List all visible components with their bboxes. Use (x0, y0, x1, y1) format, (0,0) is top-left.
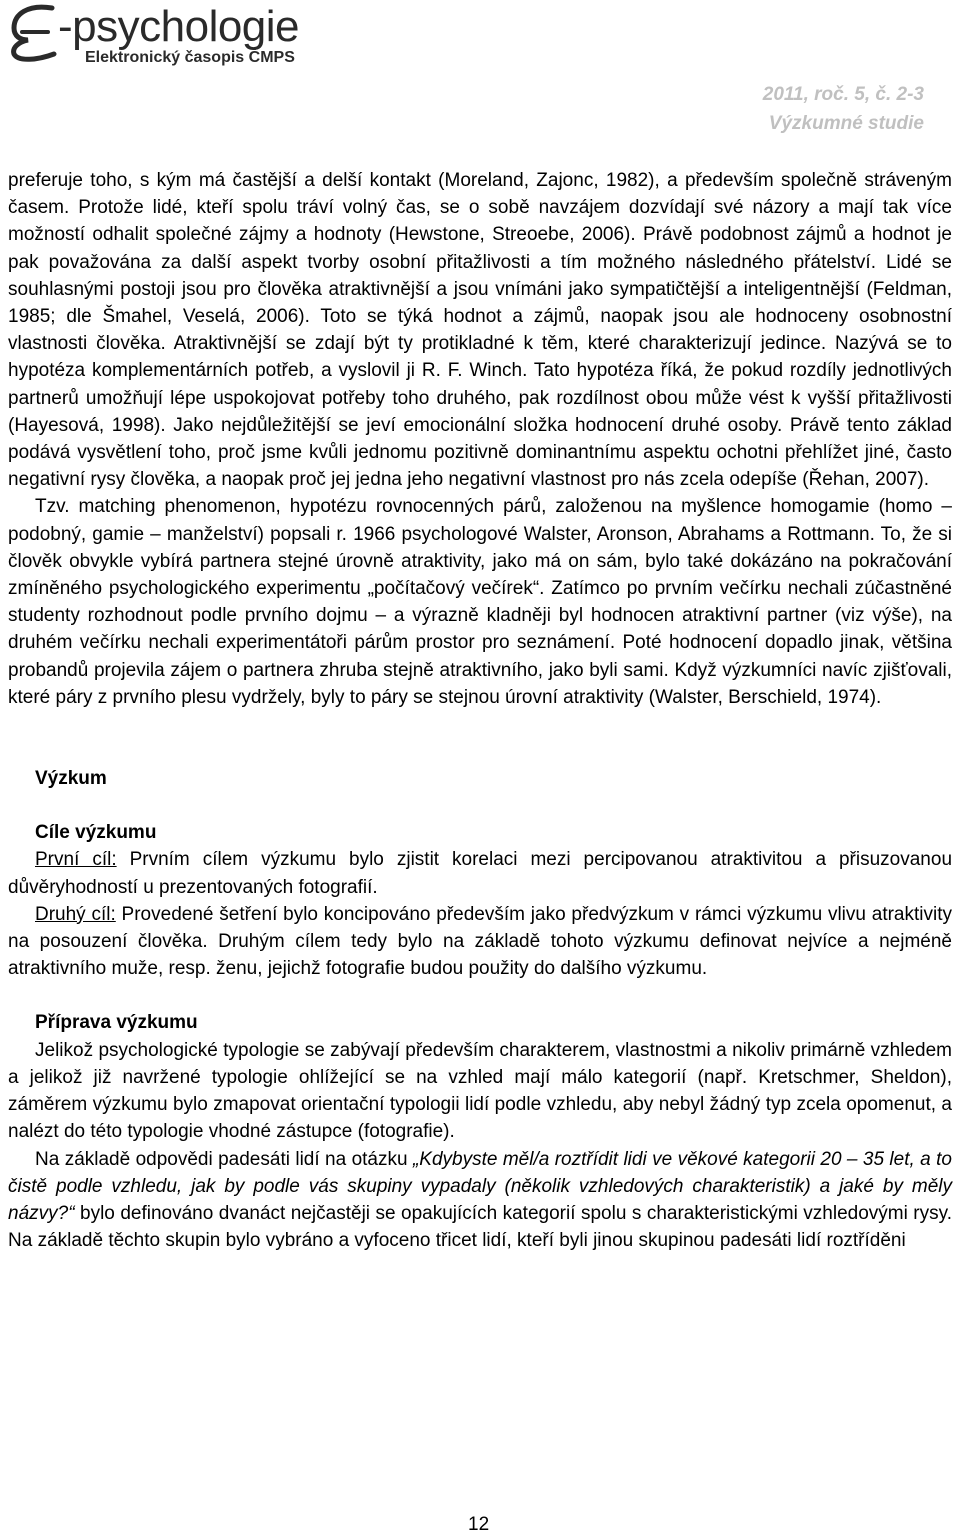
goal-second (8, 901, 952, 983)
section-name: Výzkumné studie (768, 113, 924, 134)
article-body (8, 167, 952, 1254)
issue-number: 2011, roč. 5, č. 2-3 (762, 84, 924, 105)
section-heading-vyzkum: Výzkum (35, 768, 107, 790)
subsection-heading-priprava: Příprava výzkumu (35, 1012, 198, 1034)
goal-second-label: Druhý cíl: (35, 903, 116, 925)
goal-first-label: První cíl: (35, 849, 117, 871)
paragraph (8, 1146, 952, 1255)
goal-first (8, 846, 952, 900)
paragraph: Jelikož psychologické typologie se zabývají především charakterem, vlastnostmi a nikoliv primárně vzhledem a jelikož již navržené typologie ohlížející se na vzhled mají málo kategorií (např. Kretschmer, Sheldon), záměrem výzkumu bylo zmapovat orientační typologii lidí podle vzhledu, aby nebyl žádný typ zcela opomenut, a nalézt do této typologie vhodné zástupce (fotografie). (8, 1039, 952, 1143)
logo-subtitle: Elektronický časopis ČMPS (85, 49, 295, 66)
issue-info (763, 80, 924, 138)
paragraph-text: Na základě odpovědi padesáti lidí na otázku (35, 1148, 413, 1170)
page-number: 12 (468, 1514, 490, 1535)
paragraph: Tzv. matching phenomenon, hypotézu rovnocenných párů, založenou na myšlence homogamie (homo – podobný, gamie – manželství) popsali r. 1966 psychologové Walster, Aronson, Abrahams a Rottmann. To, že si člověk obvykle vybírá partnera stejné úrovně atraktivity, jako má on sám, bylo také dokázáno na pokračování zmíněného psychologického experimentu „počítačový večírek“. Zatímco po prvním večírku nechali zúčastněné studenty rozhodnout podle prvního dojmu – a výrazně kladněji byl hodnocen atraktivní partner (viz výše), na druhém večírku nechali experimentátoři párům prostor pro seznámení. Poté hodnocení dopadlo jinak, většina probandů projevila zájem o partnera zhruba stejně atraktivního, jako byli sami. Když výzkumníci navíc zjišťovali, které páry z prvního plesu vydržely, byly to páry se stejnou úrovní atraktivity (Walster, Berschield, 1974). (8, 496, 952, 708)
journal-logo (8, 2, 348, 74)
goal-second-text: Provedené šetření bylo koncipováno především jako předvýzkum v rámci výzkumu vlivu atraktivity na posouzení člověka. Druhým cílem tedy bylo na základě tohoto výzkumu definovat nejvíce a nejméně atraktivního muže, resp. ženu, jejichž fotografie budou použity do dalšího výzkumu. (8, 903, 952, 980)
logo-title: -psychologie (58, 2, 300, 51)
goal-first-text: Prvním cílem výzkumu bylo zjistit korelaci mezi percipovanou atraktivitou a přisuzovanou důvěryhodností u prezentovaných fotografií. (8, 849, 953, 898)
survey-question: „Kdybyste měl/a roztřídit lidi ve věkové kategorii 20 – 35 let, a to čistě podle vzhledu, jak by podle vás skupiny vypadaly (několik vzhledových charakteristik) a jaké by měly názvy?“ (8, 1148, 952, 1224)
paragraph-text: bylo definováno dvanáct nejčastěji se opakujících kategorií spolu s charakteristickými vzhledovými rysy. Na základě těchto skupin bylo vybráno a vyfoceno třicet lidí, kteří byli jinou skupinou padesáti lidí roztříděni (8, 1202, 952, 1252)
paragraph: preferuje toho, s kým má častější a delší kontakt (Moreland, Zajonc, 1982), a především společně stráveným časem. Protože lidé, kteří spolu tráví volný čas, se o sobě navzájem dozvídají své názory a mají tak více možností odhalit společné zájmy a hodnoty (Hewstone, Streoebe, 2006). Právě podobnost zájmů a hodnot je pak považována za další aspekt tvorby osobní přitažlivosti a tím možného následného přátelství. Lidé se souhlasnými postoji jsou pro člověka atraktivnější a jsou vnímáni jako sympatičtější a inteligentnější (Feldman, 1985; dle Šmahel, Veselá, 2006). Toto se týká hodnot a zájmů, naopak jsou ale hodnoceny osobnostní vlastnosti člověka. Atraktivnější se zdají být ty protikladné k těm, které charakterizují jedince. Nazývá se to hypotéza komplementárních potřeb, a vyslovil ji R. F. Winch. Tato hypotéza říká, že pokud rozdíly jednotlivých partnerů umožňují lépe uspokojovat potřeby toho druhého, pak rozdílnost obou může vést k vyšší přitažlivosti (Hayesová, 1998). Jako nejdůležitější se jeví emocionální složka hodnocení druhé osoby. Právě tento základ podává vysvětlení toho, proč jsme kvůli jednomu pozitivně dominantnímu aspektu ochotni přehlížet jiné, často negativní rysy člověka, a naopak proč jej jedna jeho negativní vlastnost pro nás zcela odepíše (Řehan, 2007). (8, 170, 952, 491)
subsection-heading-cile: Cíle výzkumu (35, 822, 157, 844)
